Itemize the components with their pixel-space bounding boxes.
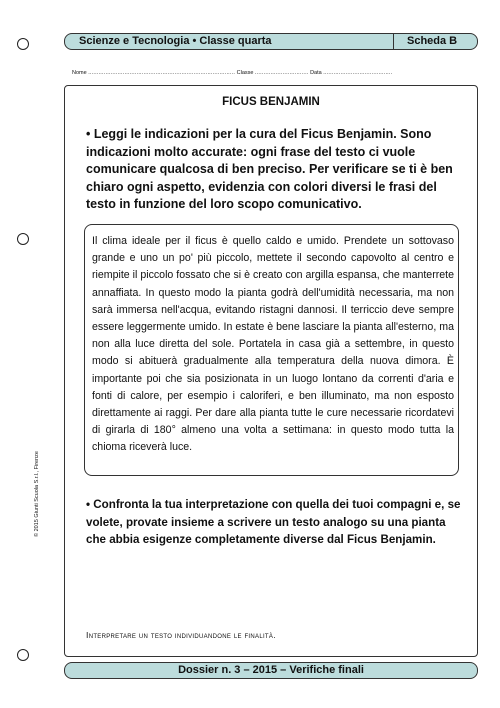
- footer-bar: Dossier n. 3 – 2015 – Verifiche finali: [64, 662, 478, 679]
- nome-field[interactable]: .....................................................................................: [88, 70, 236, 76]
- page-title: FICUS BENJAMIN: [222, 96, 320, 108]
- scheda-label: Scheda B: [407, 35, 458, 47]
- classe-field[interactable]: ...............................: [254, 70, 309, 76]
- binder-hole-bottom: [17, 649, 29, 661]
- nome-label: Nome: [72, 70, 87, 76]
- reading-text: Il clima ideale per il ficus è quello caldo e umido. Prendete un sottovaso grande e uno un po' più piccolo, mettete il secondo capovolto al centro e riempite il piccolo fossato che si è creato con argilla espansa, che manterrete annaffiata. In questo modo la pianta godrà dell'umidità necessaria, ma non sarà immersa nell'acqua, evitando ristagni dannosi. Il terriccio deve sempre essere leggermente umido. In estate è bene lasciare la pianta all'esterno, ma non alla luce diretta del sole. Portatela in casa già a settembre, in questo modo si abituerà gradualmente alla temperatura della nuova dimora. È importante poi che sia posizionata in un luogo lontano da correnti d'aria e fonti di calore, per esempio i caloriferi, e ben illuminato, ma non esposto direttamente ai raggi. Per dare alla pianta tutte le cure necessarie ricordatevi di girarla di 180° almeno una volta a settimana: in questo modo tutta la chioma riceverà luce.: [92, 235, 454, 454]
- worksheet-frame: [64, 85, 478, 657]
- copyright-notice: © 2015 Giunti Scuola S.r.l., Firenze: [34, 451, 40, 537]
- student-info-row: [72, 69, 472, 77]
- data-field[interactable]: ........................................: [323, 70, 393, 76]
- instruction-1: • Leggi le indicazioni per la cura del Ficus Benjamin. Sono indicazioni molto accurate: ogni frase del testo ci vuole comunicare qualcosa di ben preciso. Per verificare se ti è ben chiaro ogni aspetto, evidenzia con colori diversi le frasi del testo in funzione del loro scopo comunicativo.: [86, 127, 453, 211]
- binder-hole-top: [17, 38, 29, 50]
- instruction-2: • Confronta la tua interpretazione con quella dei tuoi compagni e, se volete, provate insieme a scrivere un testo analogo su una pianta che abbia esigenze completamente diverse dal Ficus Benjamin.: [86, 498, 461, 546]
- header-title: Scienze e Tecnologia • Classe quarta: [79, 35, 272, 47]
- header-divider: [393, 34, 394, 49]
- binder-hole-middle: [17, 233, 29, 245]
- reading-text-box: [84, 224, 459, 476]
- learning-objective: Interpretare un testo individuandone le finalità.: [86, 630, 276, 640]
- classe-label: Classe: [236, 70, 254, 76]
- header-bar: [64, 33, 478, 50]
- data-label: Data: [310, 70, 322, 76]
